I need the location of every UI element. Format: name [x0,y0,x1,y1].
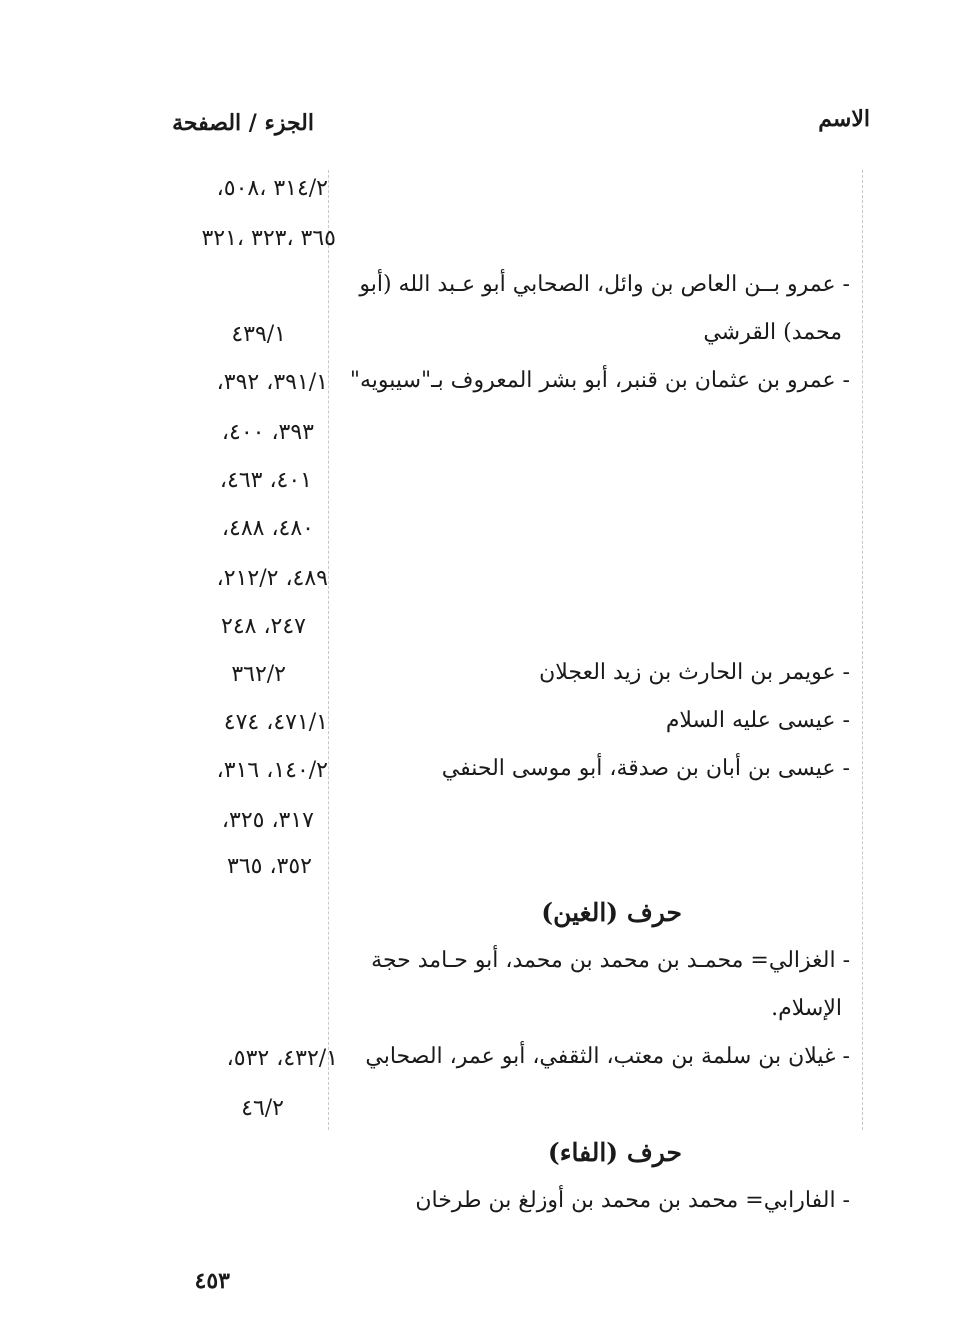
reference-cell: ٣٩٣، ٤٠٠، [221,420,314,445]
reference-cell: ٤٣٩/١ [231,322,286,347]
reference-cell: ٣١٧، ٣٢٥، [221,808,314,833]
column-rule-right [862,170,863,1130]
index-entry-name: - الفارابي= محمد بن محمد بن أوزلغ بن طرخان [415,1188,850,1213]
column-rule-left [328,170,329,1130]
reference-cell: ٣١٤/٢ ،٥٠٨، [216,176,328,201]
section-heading-ghain: حرف (الغين) [541,898,682,927]
reference-cell: ٣٩١/١، ٣٩٢، [216,370,328,395]
index-entry-name: - عيسى عليه السلام [665,708,850,733]
index-entry-name: - عمرو بــن العاص بن وائل، الصحابي أبو عـبد الله (أبو [359,272,850,297]
reference-cell: ٤٣٢/١، ٥٣٢، [226,1046,338,1071]
reference-cell: ٤٨٠، ٤٨٨، [221,516,314,541]
index-entry-name: - عويمر بن الحارث بن زيد العجلان [539,660,850,685]
reference-cell: ٢٤٧، ٢٤٨ [221,614,306,639]
index-entry-name: - عيسى بن أبان بن صدقة، أبو موسى الحنفي [441,756,850,781]
reference-cell: ٤٦/٢ [241,1096,284,1121]
name-column-header: الاسم [818,106,870,132]
page-number: ٤٥٣ [194,1268,230,1294]
reference-column-header: الجزء / الصفحة [172,110,314,136]
index-entry-name: محمد) القرشي [703,320,842,345]
reference-cell: ١٤٠/٢، ٣١٦، [216,758,328,783]
index-entry-name: - عمرو بن عثمان بن قنبر، أبو بشر المعروف بـ"سيبويه" [349,368,850,393]
index-entry-name: - غيلان بن سلمة بن معتب، الثقفي، أبو عمر، الصحابي [365,1044,850,1069]
index-entry-name: - الغزالي= محمـد بن محمد بن محمد، أبو حـامد حجة [371,948,850,973]
reference-cell: ٣٦٢/٢ [231,662,286,687]
index-entry-continuation: الإسلام. [771,996,842,1021]
reference-cell: ٤٠١، ٤٦٣، [219,468,312,493]
reference-cell: ٣٥٢، ٣٦٥ [227,854,312,879]
reference-cell: ٤٨٩، ٢١٢/٢، [216,566,328,591]
section-heading-fa: حرف (الفاء) [547,1138,682,1167]
reference-cell: ٣٦٥ ،٣٢٣ ،٣٢١ [201,226,336,251]
reference-cell: ٤٧١/١، ٤٧٤ [223,710,328,735]
